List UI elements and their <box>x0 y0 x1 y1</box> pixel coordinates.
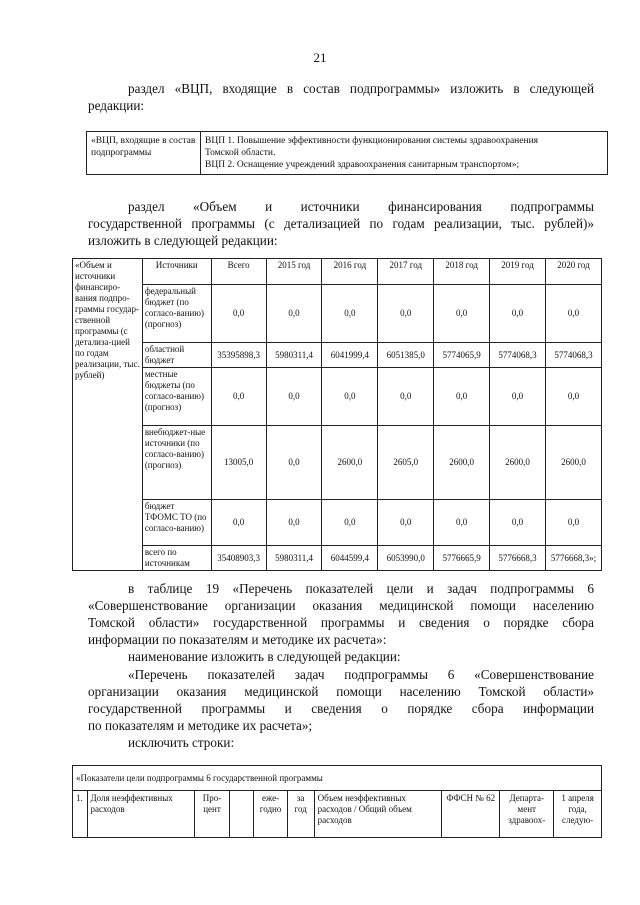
financing-value-cell: 0,0 <box>211 500 266 546</box>
financing-value-cell: 0,0 <box>378 368 434 426</box>
financing-value-cell: 5774068,3 <box>545 343 601 368</box>
financing-value-cell: 0,0 <box>434 500 490 546</box>
financing-source-cell: федеральный бюджет (по согласо-ванию) (прогноз) <box>142 285 211 343</box>
financing-value-cell: 0,0 <box>211 368 266 426</box>
paragraph-1-line-2: редакции: <box>88 98 145 113</box>
financing-value-cell: 0,0 <box>266 426 322 500</box>
vcp-table <box>86 131 608 175</box>
financing-value-cell: 0,0 <box>490 285 546 343</box>
period-cell: за год <box>287 791 314 838</box>
row-number-cell: 1. <box>73 791 88 838</box>
financing-value-cell: 13005,0 <box>211 426 266 500</box>
financing-value-cell: 0,0 <box>434 285 490 343</box>
financing-value-cell: 0,0 <box>322 285 378 343</box>
financing-header-cell: 2015 год <box>266 259 322 285</box>
financing-value-cell: 0,0 <box>490 500 546 546</box>
table-row <box>73 500 602 546</box>
indicators-title: «Показатели цели подпрограммы 6 государственной программы <box>73 766 602 791</box>
responsible-cell: Департа-мент здравоох- <box>500 791 554 838</box>
financing-value-cell: 0,0 <box>322 368 378 426</box>
paragraph-3-line-5: наименование изложить в следующей редакции: <box>128 649 401 664</box>
financing-source-cell: бюджет ТФОМС ТО (по согласо-ванию) <box>142 500 211 546</box>
paragraph-4-line-3: государственной программы и сведения о порядке сбора информации <box>88 701 594 716</box>
financing-value-cell: 5776668,3 <box>490 546 546 571</box>
indicator-name-cell: Доля неэффективных расходов <box>87 791 195 838</box>
paragraph-4-line-4: по показателям и методике их расчета»; <box>88 718 313 733</box>
financing-value-cell: 0,0 <box>490 368 546 426</box>
financing-value-cell: 0,0 <box>378 285 434 343</box>
financing-value-cell: 0,0 <box>266 500 322 546</box>
financing-row-header: «Объем и источники финансиро-вания подпро-граммы государ-ственной программы (с детализа-цией по годам реализации, тыс. рублей) <box>73 259 143 571</box>
financing-source-cell: местные бюджеты (по согласо-ванию) (прогноз) <box>142 368 211 426</box>
financing-value-cell: 2600,0 <box>434 426 490 500</box>
financing-header-cell: 2019 год <box>490 259 546 285</box>
paragraph-3-line-4: информации по показателям и методике их расчета»: <box>88 632 387 647</box>
financing-header-cell: 2018 год <box>434 259 490 285</box>
paragraph-2-line-2: государственной программы (с детализацией по годам реализации, тыс. рублей)» <box>88 216 594 231</box>
table-row <box>73 368 602 426</box>
financing-value-cell: 2600,0 <box>490 426 546 500</box>
paragraph-3-line-3: Томской области» государственной программы и сведения о порядке сбора <box>88 615 594 630</box>
financing-value-cell: 0,0 <box>545 285 601 343</box>
financing-table <box>72 258 602 571</box>
financing-value-cell: 0,0 <box>545 500 601 546</box>
financing-value-cell: 5774068,3 <box>490 343 546 368</box>
financing-value-cell: 35408903,3 <box>211 546 266 571</box>
paragraph-2-line-3: изложить в следующей редакции: <box>88 233 278 248</box>
financing-header-cell: Всего <box>211 259 266 285</box>
financing-value-cell: 5980311,4 <box>266 546 322 571</box>
financing-value-cell: 5776668,3»; <box>545 546 601 571</box>
vcp-line-1: ВЦП 1. Повышение эффективности функционирования системы здравоохранения <box>205 136 539 146</box>
paragraph-3-line-2: «Совершенствование организации оказания медицинской помощи населению <box>88 598 594 613</box>
page-number: 21 <box>313 50 327 65</box>
financing-value-cell: 5776665,9 <box>434 546 490 571</box>
financing-value-cell: 0,0 <box>378 500 434 546</box>
paragraph-3-line-1: в таблице 19 «Перечень показателей цели и задач подпрограммы 6 <box>128 581 594 596</box>
financing-value-cell: 0,0 <box>266 285 322 343</box>
formula-cell: Объем неэффективных расходов / Общий объем расходов <box>314 791 442 838</box>
financing-value-cell: 6044599,4 <box>322 546 378 571</box>
financing-value-cell: 2600,0 <box>545 426 601 500</box>
deadline-cell: 1 апреля года, следую- <box>554 791 602 838</box>
financing-value-cell: 5774065,9 <box>434 343 490 368</box>
financing-value-cell: 5980311,4 <box>266 343 322 368</box>
empty-cell <box>229 791 254 838</box>
financing-value-cell: 6041999,4 <box>322 343 378 368</box>
financing-header-cell: Источники <box>142 259 211 285</box>
table-row <box>73 343 602 368</box>
paragraph-4-line-5: исключить строки: <box>128 735 235 750</box>
unit-cell: Про-цент <box>195 791 229 838</box>
financing-header-row <box>73 259 602 285</box>
paragraph-2-line-1: раздел «Объем и источники финансирования подпрограммы <box>128 199 594 214</box>
vcp-line-3: ВЦП 2. Оснащение учреждений здравоохранения санитарным транспортом»; <box>205 160 520 170</box>
financing-value-cell: 0,0 <box>211 285 266 343</box>
financing-header-cell: 2016 год <box>322 259 378 285</box>
financing-header-cell: 2020 год <box>545 259 601 285</box>
financing-value-cell: 0,0 <box>266 368 322 426</box>
table-row <box>73 791 602 838</box>
vcp-content-cell <box>201 132 608 175</box>
paragraph-4-line-2: организации оказания медицинской помощи населению Томской области» <box>88 684 594 699</box>
financing-value-cell: 0,0 <box>434 368 490 426</box>
frequency-cell: еже-годно <box>254 791 287 838</box>
financing-source-cell: областной бюджет <box>142 343 211 368</box>
financing-value-cell: 2605,0 <box>378 426 434 500</box>
financing-header-cell: 2017 год <box>378 259 434 285</box>
financing-value-cell: 0,0 <box>545 368 601 426</box>
financing-value-cell: 2600,0 <box>322 426 378 500</box>
financing-value-cell: 0,0 <box>322 500 378 546</box>
vcp-line-2: Томской области. <box>205 148 276 158</box>
table-row <box>73 426 602 500</box>
table-row <box>73 285 602 343</box>
financing-value-cell: 6053990,0 <box>378 546 434 571</box>
table-row <box>73 546 602 571</box>
financing-value-cell: 6051385,0 <box>378 343 434 368</box>
source-form-cell: ФФСН № 62 <box>442 791 500 838</box>
financing-source-cell: внебюджет-ные источники (по согласо-ванию) (прогноз) <box>142 426 211 500</box>
financing-source-cell: всего по источникам <box>142 546 211 571</box>
financing-value-cell: 35395898,3 <box>211 343 266 368</box>
indicators-table <box>72 765 602 838</box>
paragraph-1-line-1: раздел «ВЦП, входящие в состав подпрограммы» изложить в следующей <box>128 81 594 96</box>
vcp-label-cell: «ВЦП, входящие в состав подпрограммы <box>87 132 201 175</box>
paragraph-4-line-1: «Перечень показателей задач подпрограммы 6 «Совершенствование <box>128 667 594 682</box>
